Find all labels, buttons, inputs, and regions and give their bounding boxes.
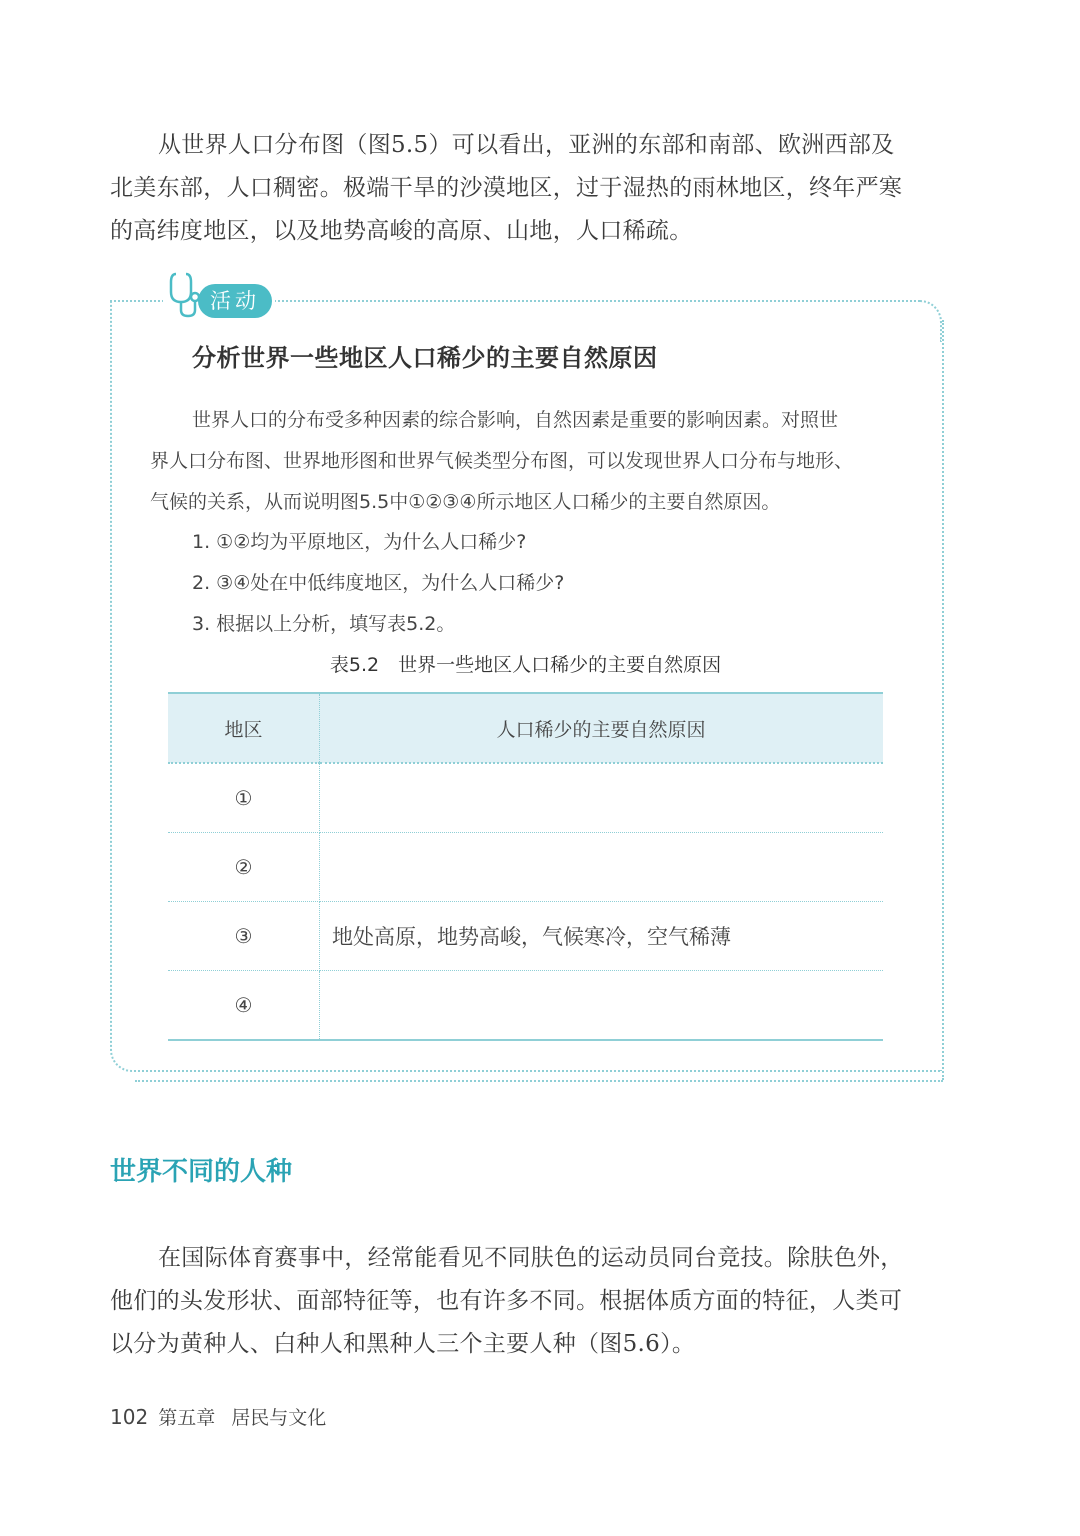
section-line: 在国际体育赛事中，经常能看见不同肤色的运动员同台竞技。除肤色外， (158, 1245, 904, 1271)
intro-line: 北美东部，人口稠密。极端干旱的沙漠地区，过于湿热的雨林地区，终年严寒 (110, 175, 903, 201)
section-line: 以分为黄种人、白种人和黑种人三个主要人种（图5.6）。 (110, 1331, 696, 1357)
question-item: 2. ③④处在中低纬度地区，为什么人口稀少? (192, 572, 565, 594)
activity-badge: 活动 (198, 284, 272, 318)
column-header-reason: 人口稀少的主要自然原因 (320, 693, 884, 763)
region-cell: ① (168, 763, 320, 833)
activity-title: 分析世界一些地区人口稀少的主要自然原因 (192, 344, 658, 372)
chapter-label: 第五章 (158, 1407, 216, 1429)
activity-shadow-right (942, 320, 944, 1080)
page-number: 102 (110, 1405, 149, 1429)
activity-shadow-bottom (135, 1080, 943, 1082)
reason-cell (320, 763, 884, 833)
section-paragraph (110, 1237, 950, 1366)
activity-body-line: 世界人口的分布受多种因素的综合影响，自然因素是重要的影响因素。对照世 (192, 409, 839, 431)
region-cell: ② (168, 833, 320, 902)
activity-body-line: 界人口分布图、世界地形图和世界气候类型分布图，可以发现世界人口分布与地形、 (150, 450, 854, 472)
table-row (168, 833, 883, 902)
region-cell: ③ (168, 902, 320, 971)
table-caption: 表5.2 世界一些地区人口稀少的主要自然原因 (329, 654, 722, 676)
reason-cell (320, 833, 884, 902)
section-title: 世界不同的人种 (110, 1157, 293, 1187)
question-item: 3. 根据以上分析，填写表5.2。 (192, 613, 456, 635)
table-row (168, 971, 883, 1041)
table-row (168, 902, 883, 971)
intro-line: 从世界人口分布图（图5.5）可以看出，亚洲的东部和南部、欧洲西部及 (158, 132, 895, 158)
region-cell: ④ (168, 971, 320, 1041)
chapter-title: 居民与文化 (231, 1407, 327, 1429)
table-row (168, 763, 883, 833)
reasons-table (168, 692, 883, 1041)
intro-line: 的高纬度地区，以及地势高峻的高原、山地，人口稀疏。 (110, 218, 693, 244)
intro-paragraph (110, 124, 950, 253)
question-list (192, 522, 564, 645)
question-item: 1. ①②均为平原地区，为什么人口稀少? (192, 531, 527, 553)
activity-body-line: 气候的关系，从而说明图5.5中①②③④所示地区人口稀少的主要自然原因。 (150, 491, 781, 513)
stethoscope-icon (168, 270, 202, 318)
column-header-region: 地区 (168, 693, 320, 763)
page-footer (110, 1402, 326, 1433)
reason-cell (320, 971, 884, 1041)
reason-cell: 地处高原，地势高峻，气候寒冷，空气稀薄 (320, 902, 884, 971)
activity-body (150, 400, 910, 523)
section-line: 他们的头发形状、面部特征等，也有许多不同。根据体质方面的特征，人类可 (110, 1288, 903, 1314)
table-header-row (168, 693, 883, 763)
